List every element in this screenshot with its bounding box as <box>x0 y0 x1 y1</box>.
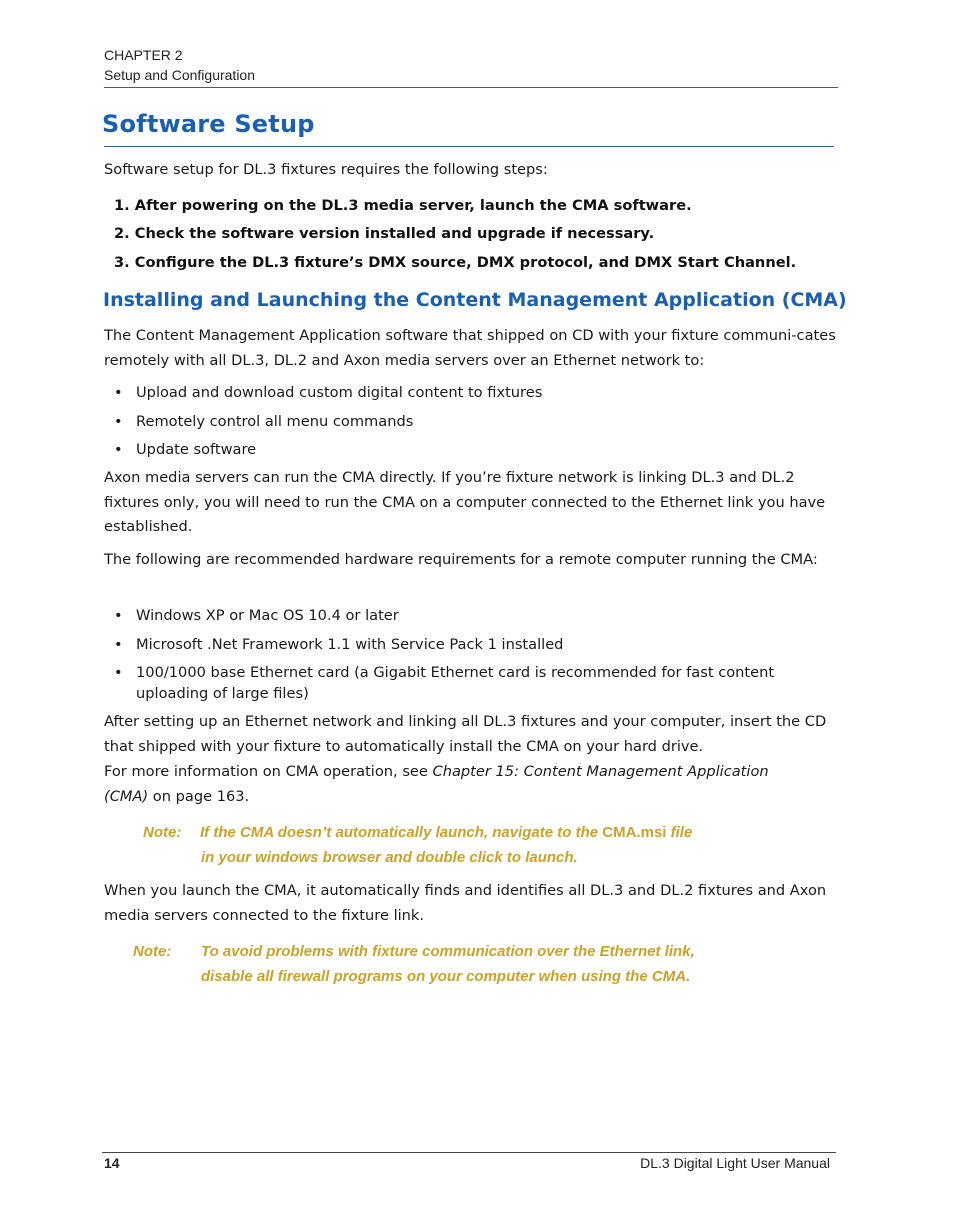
note-label: Note: <box>143 824 182 841</box>
note-text: If the CMA doesn’t automatically launch, navigate to the CMA.msi file <box>200 824 693 841</box>
bullet-icon: • <box>114 664 123 681</box>
more-info-paragraph: For more information on CMA operation, see Chapter 15: Content Management Application (CMA) on page 163. <box>104 763 769 805</box>
title-rule <box>104 146 834 147</box>
step-item: 3. Configure the DL.3 fixture’s DMX source, DMX protocol, and DMX Start Channel. <box>114 254 797 271</box>
bullet-icon: • <box>114 607 123 624</box>
page-number: 14 <box>104 1155 120 1171</box>
list-item: • Update software <box>114 441 257 458</box>
install-paragraph: After setting up an Ethernet network and linking all DL.3 fixtures and your computer, insert the CD that shipped with your fixture to automatically install the CMA on your hard drive. <box>104 713 827 755</box>
file-name: CMA.msi <box>602 824 667 841</box>
launch-paragraph: When you launch the CMA, it automatically finds and identifies all DL.3 and DL.2 fixtures and Axon media servers connected to the fixture link. <box>104 882 827 924</box>
chapter-label: CHAPTER 2 <box>104 47 183 63</box>
step-item: 2. Check the software version installed and upgrade if necessary. <box>114 225 655 242</box>
footer-rule <box>102 1152 836 1153</box>
axon-paragraph: Axon media servers can run the CMA directly. If you’re fixture network is linking DL.3 and DL.2 fixtures only, you will need to run the CMA on a computer connected to the Ethernet link you have established. <box>104 469 826 535</box>
note-text: To avoid problems with fixture communication over the Ethernet link, <box>201 943 695 960</box>
requirements-paragraph: The following are recommended hardware requirements for a remote computer running the CMA: <box>104 551 818 568</box>
list-item: • Upload and download custom digital content to fixtures <box>114 384 543 401</box>
header-rule <box>104 87 838 88</box>
list-item: • Microsoft .Net Framework 1.1 with Service Pack 1 installed <box>114 636 564 653</box>
note-text: disable all firewall programs on your computer when using the CMA. <box>201 968 691 985</box>
note-text: in your windows browser and double click to launch. <box>201 849 578 866</box>
chapter-reference: Chapter 15: Content Management Application (CMA) <box>104 763 769 805</box>
list-item: • Remotely control all menu commands <box>114 413 414 430</box>
list-item: • 100/1000 base Ethernet card (a Gigabit Ethernet card is recommended for fast content uploading of large files) <box>114 664 775 702</box>
bullet-icon: • <box>114 384 123 401</box>
section-heading: Installing and Launching the Content Management Application (CMA) <box>103 289 847 311</box>
bullet-icon: • <box>114 413 123 430</box>
note-label: Note: <box>133 943 172 960</box>
cma-description: The Content Management Application software that shipped on CD with your fixture communi-cates remotely with all DL.3, DL.2 and Axon media servers over an Ethernet network to: <box>104 327 836 369</box>
section-label: Setup and Configuration <box>104 67 255 83</box>
bullet-icon: • <box>114 636 123 653</box>
intro-paragraph: Software setup for DL.3 fixtures requires the following steps: <box>104 161 548 178</box>
bullet-icon: • <box>114 441 123 458</box>
page-title: Software Setup <box>102 110 315 138</box>
list-item: • Windows XP or Mac OS 10.4 or later <box>114 607 399 624</box>
step-item: 1. After powering on the DL.3 media server, launch the CMA software. <box>114 197 692 214</box>
manual-title: DL.3 Digital Light User Manual <box>640 1155 830 1171</box>
